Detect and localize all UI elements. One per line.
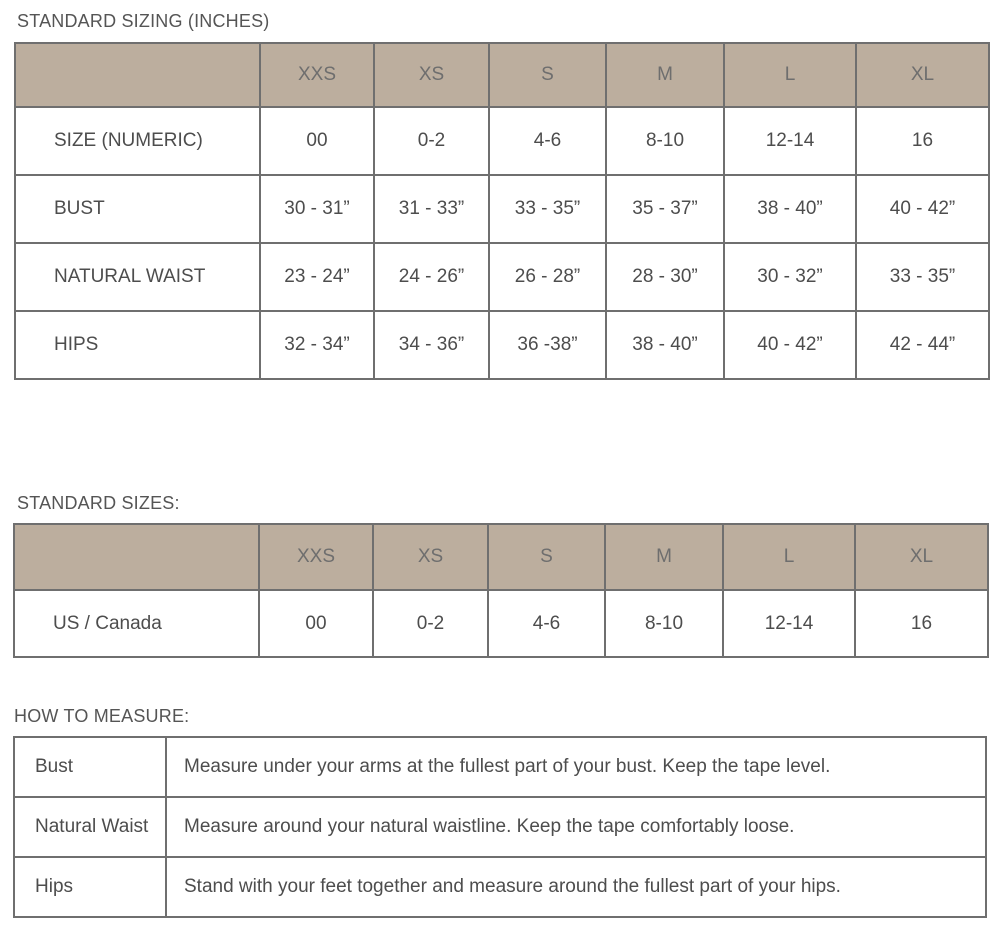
table-cell: 8-10 (605, 590, 723, 657)
table-cell: 30 - 32” (724, 243, 856, 311)
sizing-header-row (15, 43, 989, 107)
table-row (15, 311, 989, 379)
table-cell: 38 - 40” (606, 311, 724, 379)
table-cell: 0-2 (373, 590, 488, 657)
standard-sizes-table (13, 523, 989, 658)
standard-header-xl: XL (855, 524, 988, 590)
sizing-header-m: M (606, 43, 724, 107)
measure-description-natural-waist: Measure around your natural waistline. Keep the tape comfortably loose. (166, 797, 986, 857)
table-cell: 32 - 34” (260, 311, 374, 379)
table-cell: 12-14 (723, 590, 855, 657)
row-label-hips: HIPS (15, 311, 260, 379)
sizing-table (14, 42, 990, 380)
table-row (14, 590, 988, 657)
standard-header-xxs: XXS (259, 524, 373, 590)
table-row (14, 737, 986, 797)
row-label-bust: BUST (15, 175, 260, 243)
sizing-header-s: S (489, 43, 606, 107)
table-cell: 0-2 (374, 107, 489, 175)
table-cell: 35 - 37” (606, 175, 724, 243)
standard-header-corner (14, 524, 259, 590)
measure-label-bust: Bust (14, 737, 166, 797)
table-row (15, 107, 989, 175)
table-cell: 28 - 30” (606, 243, 724, 311)
sizing-title: STANDARD SIZING (INCHES) (17, 11, 270, 31)
table-cell: 4-6 (489, 107, 606, 175)
table-row (14, 797, 986, 857)
table-cell: 24 - 26” (374, 243, 489, 311)
standard-header-m: M (605, 524, 723, 590)
table-cell: 00 (259, 590, 373, 657)
table-cell: 33 - 35” (489, 175, 606, 243)
standard-header-row (14, 524, 988, 590)
standard-header-s: S (488, 524, 605, 590)
table-cell: 16 (855, 590, 988, 657)
measure-label-hips: Hips (14, 857, 166, 917)
table-row (15, 243, 989, 311)
table-cell: 36 -38” (489, 311, 606, 379)
how-to-measure-table (13, 736, 987, 918)
table-cell: 23 - 24” (260, 243, 374, 311)
table-cell: 40 - 42” (724, 311, 856, 379)
measure-description-hips: Stand with your feet together and measure around the fullest part of your hips. (166, 857, 986, 917)
table-row (14, 857, 986, 917)
table-cell: 40 - 42” (856, 175, 989, 243)
table-cell: 38 - 40” (724, 175, 856, 243)
standard-header-xs: XS (373, 524, 488, 590)
table-cell: 33 - 35” (856, 243, 989, 311)
sizing-header-corner (15, 43, 260, 107)
table-cell: 30 - 31” (260, 175, 374, 243)
table-cell: 34 - 36” (374, 311, 489, 379)
table-cell: 31 - 33” (374, 175, 489, 243)
row-label-us-canada: US / Canada (14, 590, 259, 657)
table-cell: 00 (260, 107, 374, 175)
table-cell: 26 - 28” (489, 243, 606, 311)
standard-header-l: L (723, 524, 855, 590)
how-to-measure-title: HOW TO MEASURE: (14, 706, 190, 726)
table-row (15, 175, 989, 243)
measure-description-bust: Measure under your arms at the fullest part of your bust. Keep the tape level. (166, 737, 986, 797)
table-cell: 16 (856, 107, 989, 175)
row-label-size-numeric: SIZE (NUMERIC) (15, 107, 260, 175)
table-cell: 12-14 (724, 107, 856, 175)
sizing-header-l: L (724, 43, 856, 107)
sizing-header-xl: XL (856, 43, 989, 107)
row-label-natural-waist: NATURAL WAIST (15, 243, 260, 311)
table-cell: 8-10 (606, 107, 724, 175)
table-cell: 42 - 44” (856, 311, 989, 379)
measure-label-natural-waist: Natural Waist (14, 797, 166, 857)
standard-sizes-title: STANDARD SIZES: (17, 493, 180, 513)
sizing-header-xs: XS (374, 43, 489, 107)
table-cell: 4-6 (488, 590, 605, 657)
sizing-header-xxs: XXS (260, 43, 374, 107)
